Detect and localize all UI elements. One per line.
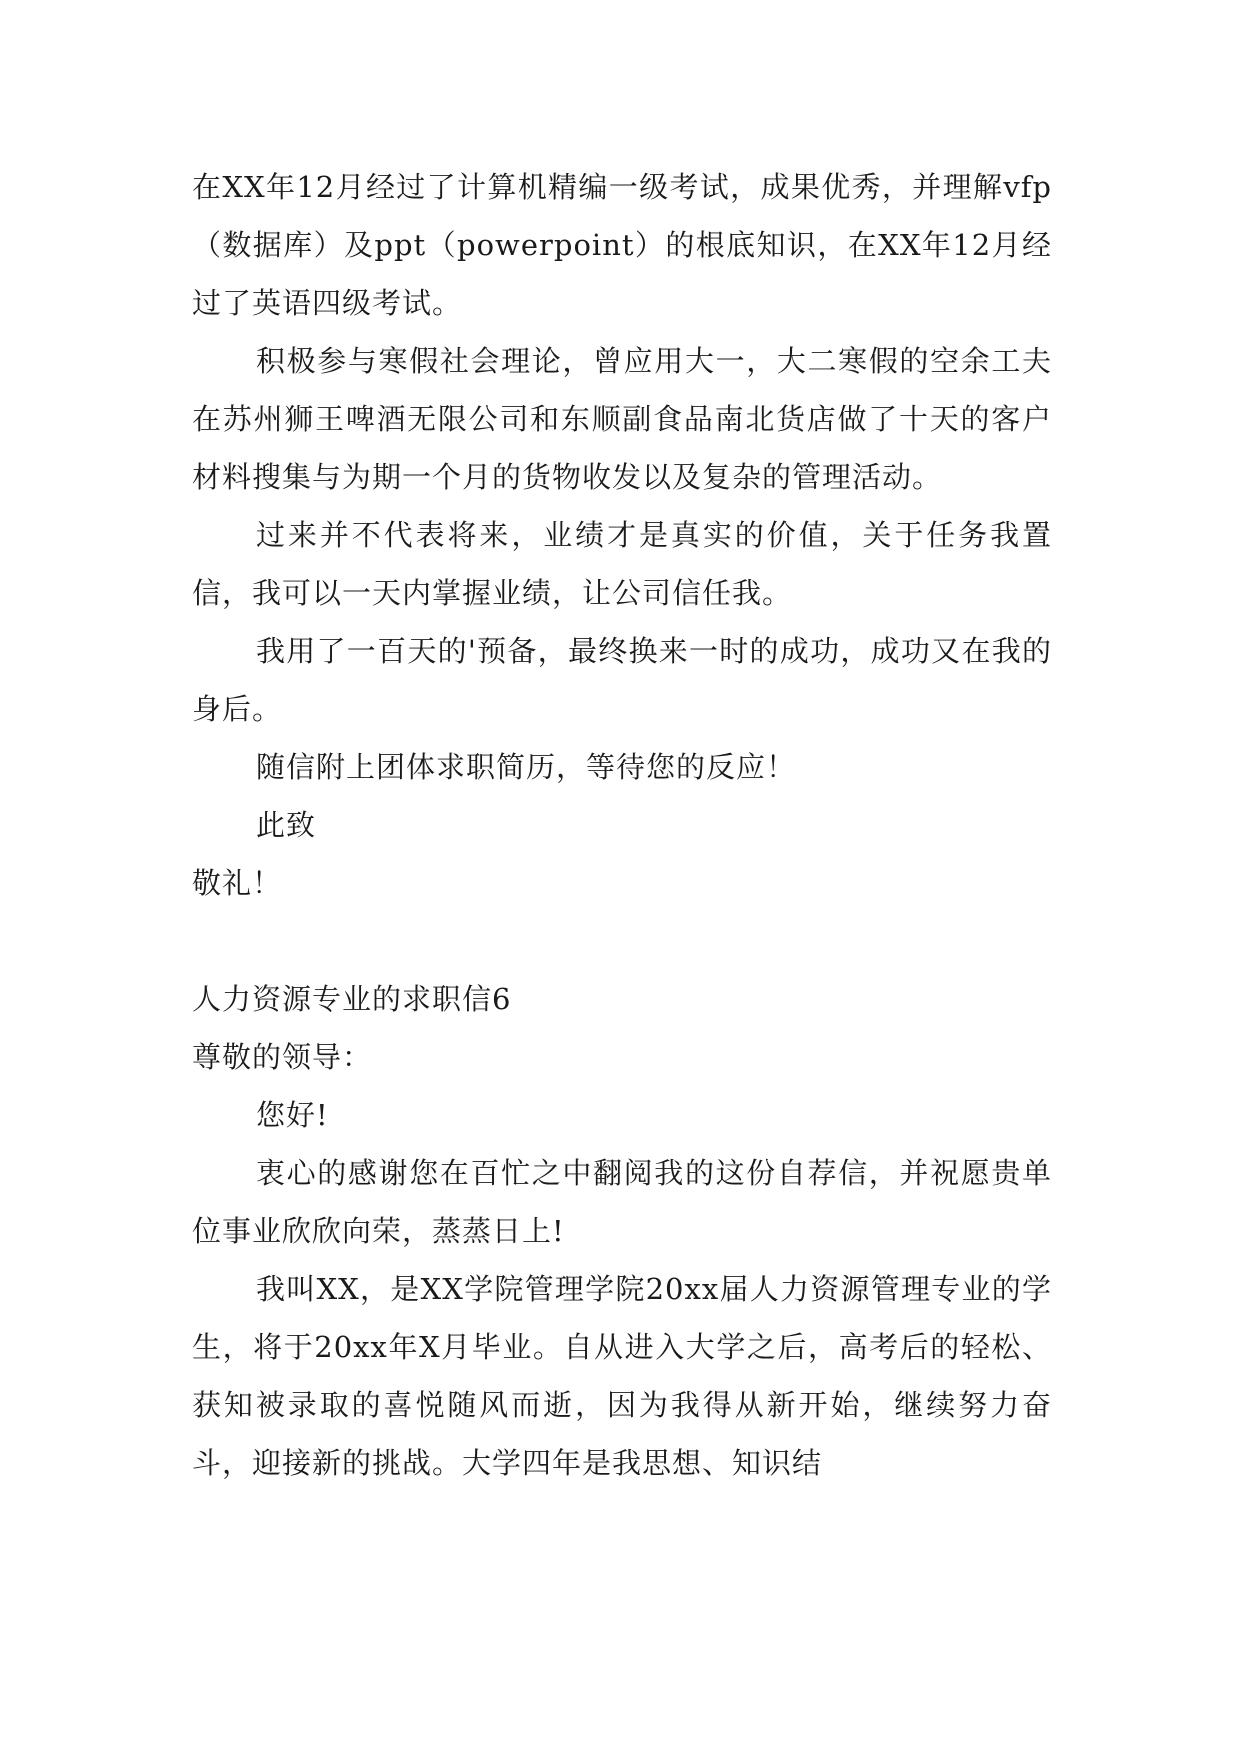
paragraph-preparation: 我用了一百天的'预备，最终换来一时的成功，成功又在我的身后。 — [192, 634, 1052, 726]
greeting: 您好! — [256, 1098, 329, 1132]
closing-salutation: 此致 — [256, 808, 317, 842]
paragraph-resume-attached: 随信附上团体求职简历，等待您的反应！ — [256, 750, 797, 784]
paragraph-confidence: 过来并不代表将来，业绩才是真实的价值，关于任务我置信，我可以一天内掌握业绩，让公司信任我。 — [192, 518, 1052, 610]
paragraph-self-introduction: 我叫XX，是XX学院管理学院20xx届人力资源管理专业的学生，将于20xx年X月毕业。自从进入大学之后，高考后的轻松、获知被录取的喜悦随风而逝，因为我得从新开始，继续努力奋斗，迎接新的挑战。大学四年是我思想、知识结 — [192, 1272, 1052, 1480]
closing-respect: 敬礼！ — [192, 866, 283, 900]
section-title: 人力资源专业的求职信6 — [192, 982, 512, 1016]
letter-body — [192, 158, 1052, 1492]
letter-addressee: 尊敬的领导： — [192, 1040, 373, 1074]
paragraph-thanks: 衷心的感谢您在百忙之中翻阅我的这份自荐信，并祝愿贵单位事业欣欣向荣，蒸蒸日上! — [192, 1156, 1052, 1248]
paragraph-social-practice: 积极参与寒假社会理论，曾应用大一，大二寒假的空余工夫在苏州狮王啤酒无限公司和东顺副食品南北货店做了十天的客户材料搜集与为期一个月的货物收发以及复杂的管理活动。 — [192, 344, 1052, 494]
paragraph-exam-results: 在XX年12月经过了计算机精编一级考试，成果优秀，并理解vfp（数据库）及ppt（powerpoint）的根底知识，在XX年12月经过了英语四级考试。 — [192, 170, 1052, 320]
